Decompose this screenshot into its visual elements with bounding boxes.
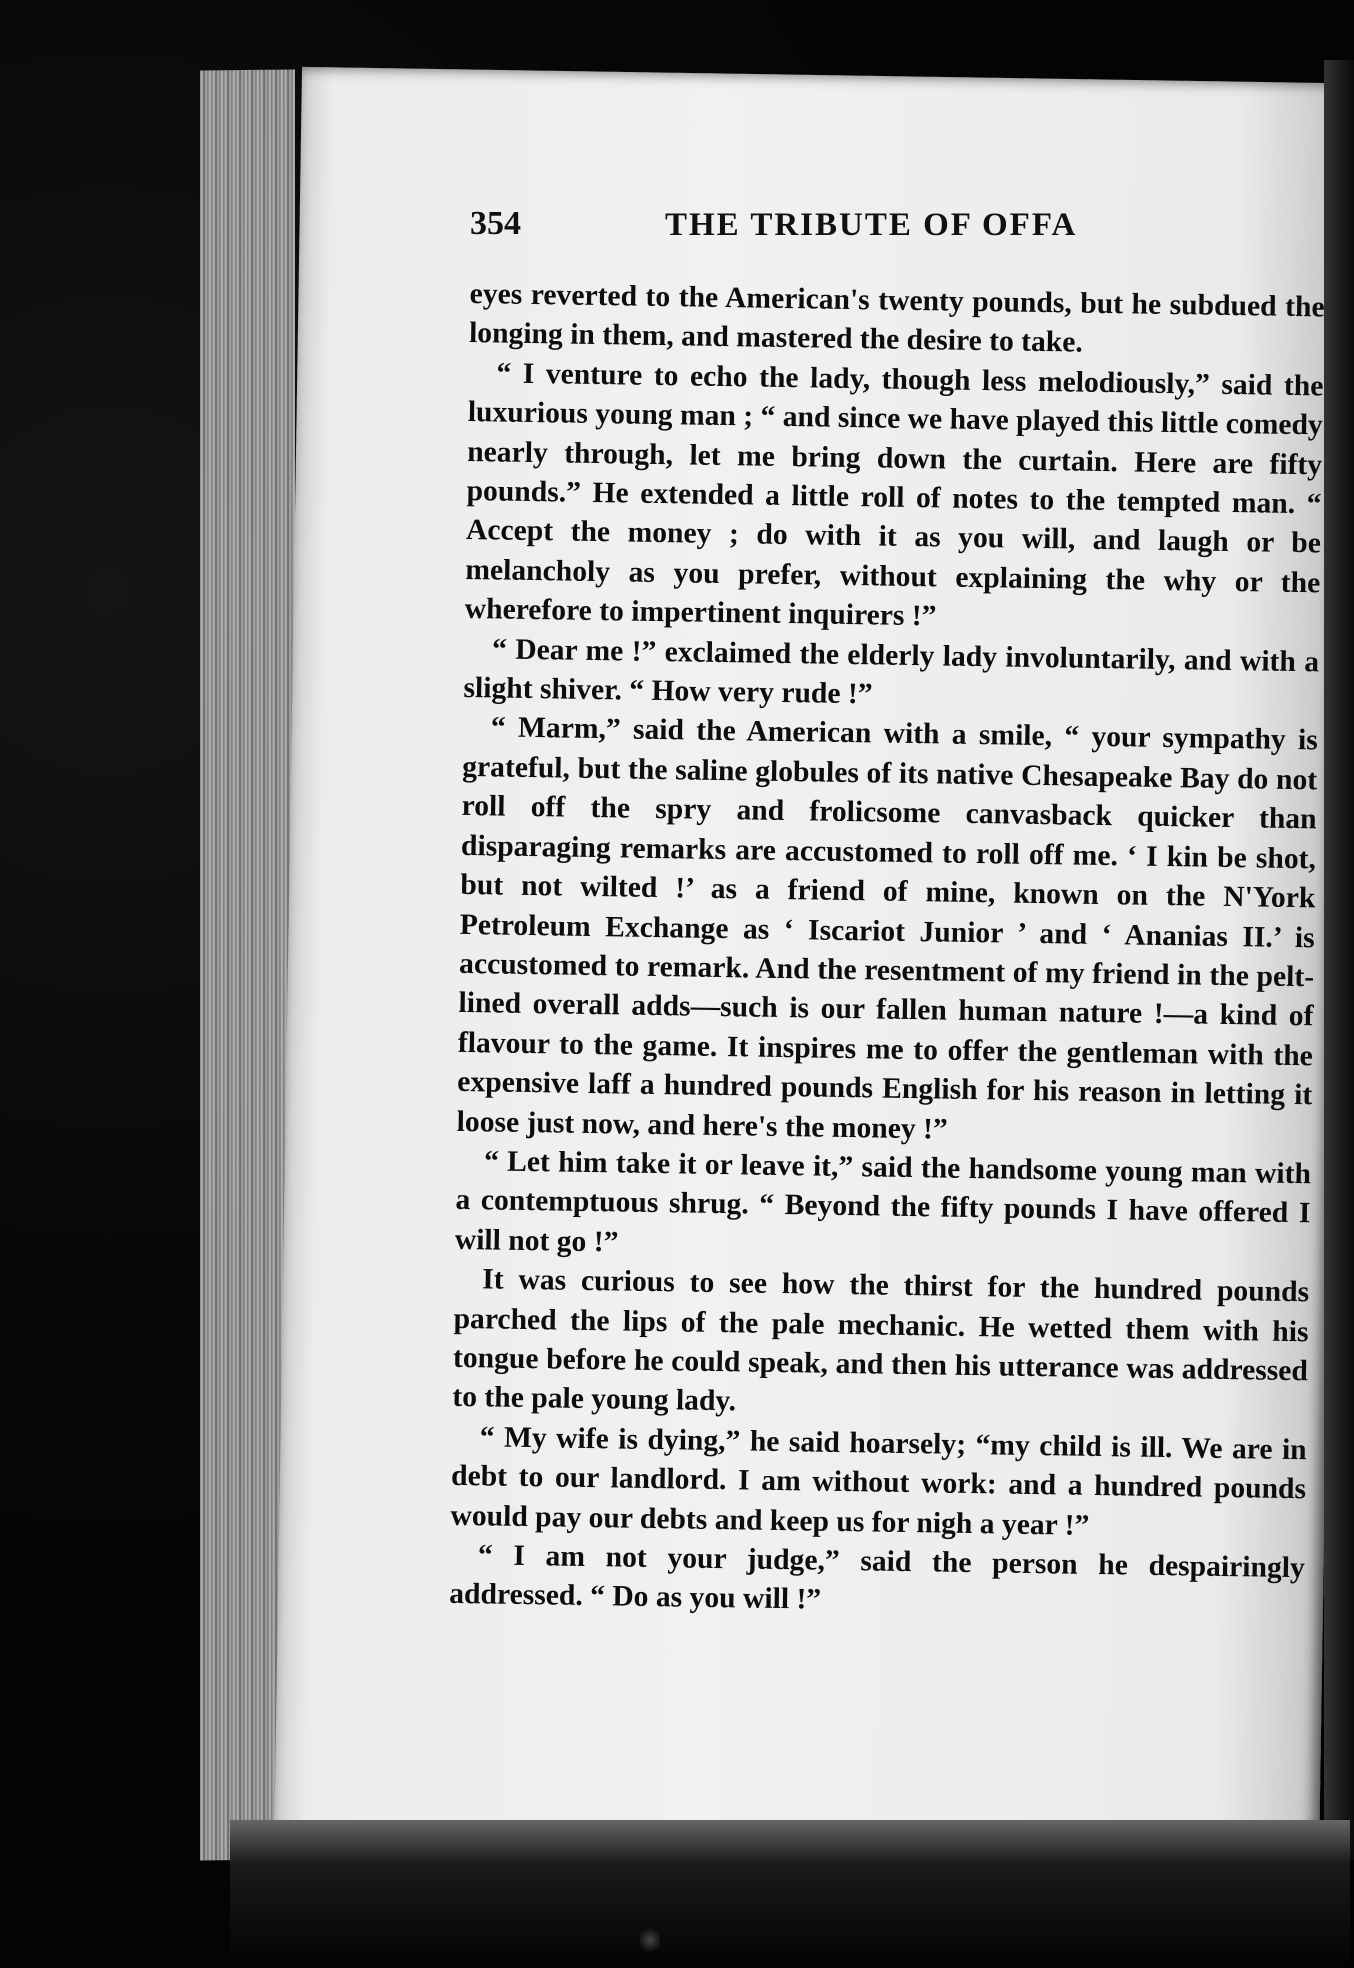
paragraph: eyes reverted to the American's twenty pounds, but he subdued the longing in them, and mastered the desire to take. xyxy=(468,277,1325,360)
body-text xyxy=(449,275,1325,1628)
paragraph: “ Dear me !” exclaimed the elderly lady involuntarily, and with a slight shiver. “ How very rude !” xyxy=(463,633,1320,711)
paragraph: “ Let him take it or leave it,” said the handsome young man with a contemptuous shrug. “ Beyond the fifty pounds I have offered I will not go !” xyxy=(454,1145,1312,1259)
scan-smudge xyxy=(640,1925,660,1955)
right-page-shadow xyxy=(1324,60,1354,1860)
paragraph: “ I am not your judge,” said the person he despairingly addressed. “ Do as you will !” xyxy=(449,1539,1306,1617)
page-header xyxy=(470,205,1300,265)
paragraph: “ I venture to echo the lady, though less melodiously,” said the luxurious young man ; “ and since we have played this little comedy nearly through, let me bring down the curtain. Here are fifty pounds.” He extended a little roll of notes to the tempted man. “ Accept the money ; do with it as you will, and laugh or be melancholy as you prefer, without explaining the why or the wherefore to impertinent inquirers !” xyxy=(464,357,1324,633)
bottom-page-shadow xyxy=(230,1820,1350,1968)
running-title: THE TRIBUTE OF OFFA xyxy=(665,207,1078,243)
paragraph: “ Marm,” said the American with a smile, “ your sympathy is grateful, but the saline globules of its native Chesapeake Bay do not roll off the spry and frolicsome canvasback quicker than disparaging remarks are accustomed to roll off me. ‘ I kin be shot, but not wilted !’ as a friend of mine, known on the N'York Petroleum Exchange as ‘ Iscariot Junior ’ and ‘ Ananias II.’ is accustomed to remark. And the resentment of my friend in the pelt-lined overall adds—such is our fallen human nature !—a kind of flavour to the game. It inspires me to offer the gentleman with the expensive laff a hundred pounds English for his reason in letting it loose just now, and here's the money !” xyxy=(456,711,1319,1146)
paragraph: “ My wife is dying,” he said hoarsely; “my child is ill. We are in debt to our landlord. I am without work: and a hundred pounds would pay our debts and keep us for nigh a year !” xyxy=(450,1421,1307,1542)
page-number: 354 xyxy=(470,205,521,242)
paragraph: It was curious to see how the thirst for the hundred pounds parched the lips of the pale mechanic. He wetted them with his tongue before he could speak, and then his utterance was addressed to the pale young lady. xyxy=(452,1263,1310,1418)
